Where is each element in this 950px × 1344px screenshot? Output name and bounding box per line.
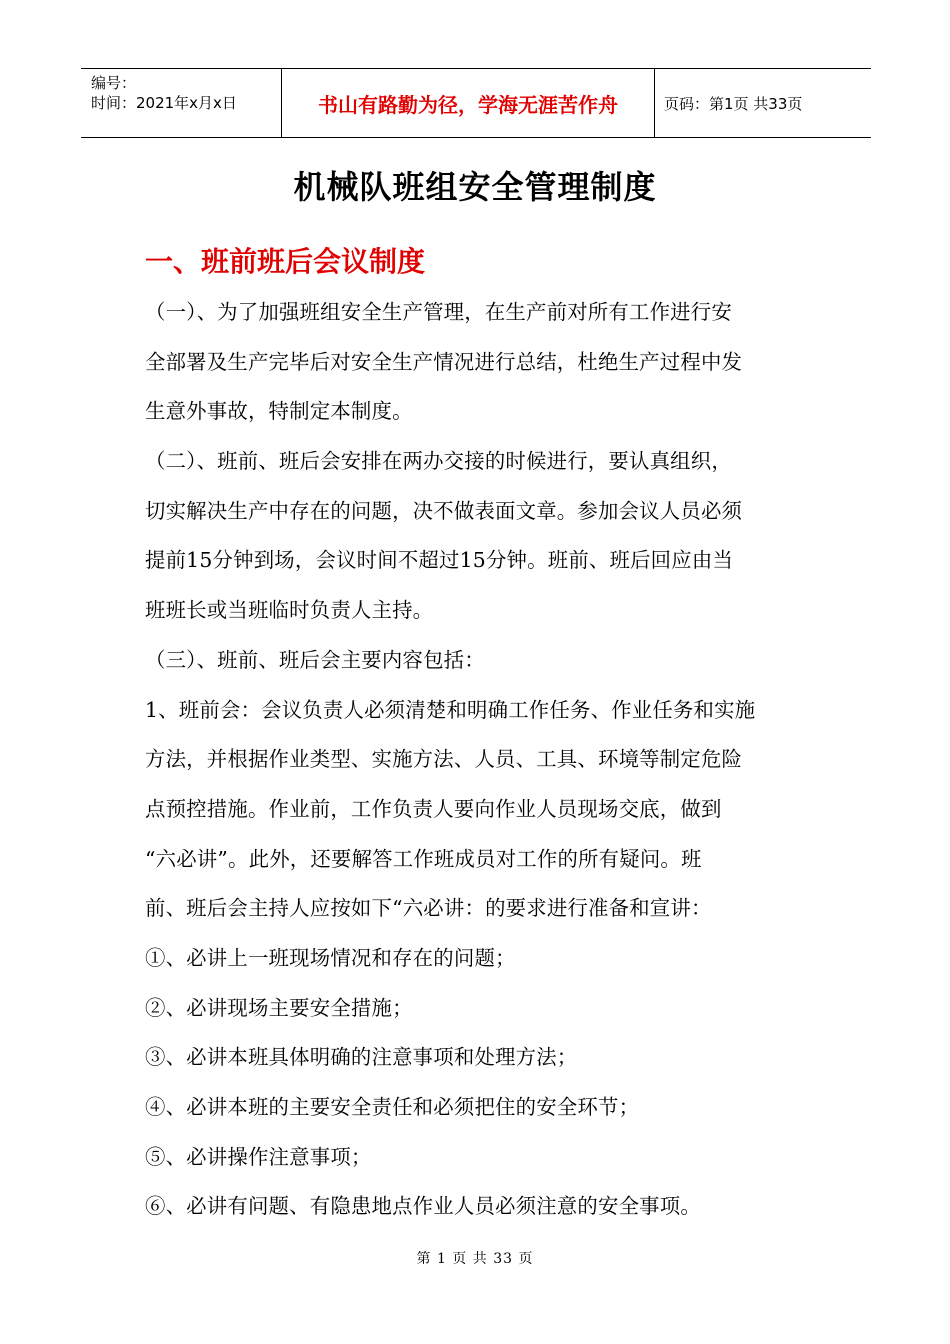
- document-title: 机械队班组安全管理制度: [293, 168, 657, 206]
- header-motto: 书山有路勤为径，学海无涯苦作舟: [281, 69, 655, 137]
- list-item: ⑤、必讲操作注意事项；: [145, 1144, 372, 1169]
- list-item: ③、必讲本班具体明确的注意事项和处理方法；: [145, 1045, 578, 1070]
- header-page-info: 页码：第1页 共33页: [664, 94, 803, 113]
- body-line: 班班长或当班临时负责人主持。: [145, 598, 434, 623]
- body-line: 前、班后会主持人应按如下“六必讲：的要求进行准备和宣讲：: [145, 896, 712, 921]
- document-header: [81, 68, 871, 138]
- date-label: 时间：2021年x月x日: [91, 94, 237, 112]
- body-line: 全部署及生产完毕后对安全生产情况进行总结，杜绝生产过程中发: [145, 349, 743, 374]
- list-item: ②、必讲现场主要安全措施；: [145, 995, 413, 1020]
- header-meta: [81, 69, 281, 137]
- section-heading: 一、班前班后会议制度: [145, 245, 426, 278]
- body-line: “六必讲”。此外，还要解答工作班成员对工作的所有疑问。班: [145, 846, 702, 871]
- body-line: 切实解决生产中存在的问题，决不做表面文章。参加会议人员必须: [145, 498, 743, 523]
- number-label: 编号：: [91, 74, 137, 92]
- body-line: 方法，并根据作业类型、实施方法、人员、工具、环境等制定危险: [145, 747, 743, 772]
- body-line: 提前15分钟到场，会议时间不超过15分钟。班前、班后回应由当: [145, 548, 734, 573]
- list-item: ①、必讲上一班现场情况和存在的问题；: [145, 945, 516, 970]
- body-line: 1、班前会：会议负责人必须清楚和明确工作任务、作业任务和实施: [145, 697, 756, 722]
- body-line: 点预控措施。作业前，工作负责人要向作业人员现场交底，做到: [145, 796, 722, 821]
- list-item: ④、必讲本班的主要安全责任和必须把住的安全环节；: [145, 1095, 640, 1119]
- body-line: （三）、班前、班后会主要内容包括：: [145, 647, 485, 672]
- page-footer: 第 1 页 共 33 页: [416, 1251, 534, 1267]
- body-line: 生意外事故，特制定本制度。: [145, 399, 413, 424]
- body-line: （一）、为了加强班组安全生产管理，在生产前对所有工作进行安: [145, 300, 732, 324]
- body-line: （二）、班前、班后会安排在两办交接的时候进行，要认真组织，: [145, 449, 732, 474]
- body-text: [145, 288, 813, 1232]
- list-item: ⑥、必讲有问题、有隐患地点作业人员必须注意的安全事项。: [145, 1194, 701, 1219]
